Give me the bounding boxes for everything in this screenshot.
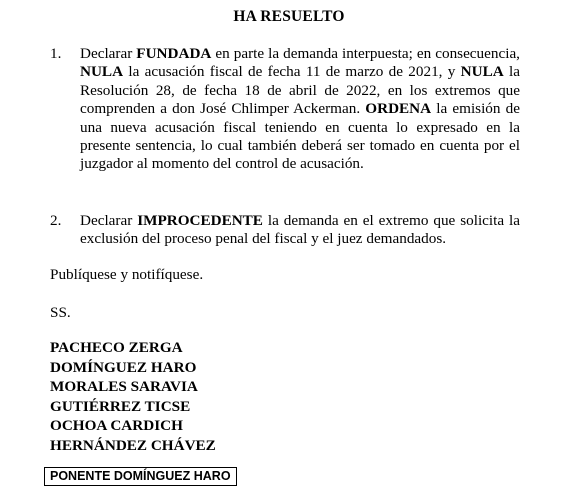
- judge-name: OCHOA CARDICH: [50, 417, 183, 434]
- text-run: Declarar: [80, 212, 138, 229]
- judge-name: GUTIÉRREZ TICSE: [50, 397, 191, 415]
- section-heading: HA RESUELTO: [233, 8, 345, 25]
- judge-name: MORALES SARAVIA: [50, 378, 198, 395]
- emphasis-improcedente: IMPROCEDENTE: [137, 212, 263, 229]
- emphasis-nula: NULA: [460, 63, 504, 81]
- text-run: en parte la demanda interpuesta; en consecuencia,: [211, 45, 520, 62]
- judge-name: DOMÍNGUEZ HARO: [50, 358, 197, 376]
- item-number: 2.: [50, 212, 62, 229]
- judges-list: [50, 338, 216, 455]
- ss-label: SS.: [50, 304, 71, 321]
- text-run: la demanda en el extremo que solicita la exclusión del proceso penal del fiscal y el juez demandados.: [80, 212, 520, 248]
- text-run: la acusación fiscal de fecha 11 de marzo de 2021, y: [123, 63, 461, 81]
- emphasis-ordena: ORDENA: [365, 100, 432, 118]
- emphasis-fundada: FUNDADA: [136, 45, 212, 62]
- resolution-item-2: [50, 212, 520, 249]
- text-run: la emisión de una nueva acusación fiscal teniendo en cuenta lo expresado en la presente sentencia, lo cual también deberá ser tomado en cuenta por el juzgador al momento del control de acusación.: [80, 100, 520, 173]
- item-text: [80, 45, 520, 174]
- emphasis-nula: NULA: [80, 63, 124, 81]
- resolution-item-1: [50, 45, 520, 174]
- publication-notice: Publíquese y notifíquese.: [50, 266, 204, 283]
- text-run: la Resolución 28, de fecha 18 de abril de 2022, en los extremos que comprenden a don José Chlimper Ackerman.: [80, 63, 520, 118]
- judge-name: PACHECO ZERGA: [50, 339, 183, 356]
- item-text: [80, 212, 520, 249]
- judge-name: HERNÁNDEZ CHÁVEZ: [50, 436, 216, 454]
- ponente-box: PONENTE DOMÍNGUEZ HARO: [44, 467, 237, 486]
- text-run: Declarar: [80, 45, 137, 62]
- item-number: 1.: [50, 45, 62, 62]
